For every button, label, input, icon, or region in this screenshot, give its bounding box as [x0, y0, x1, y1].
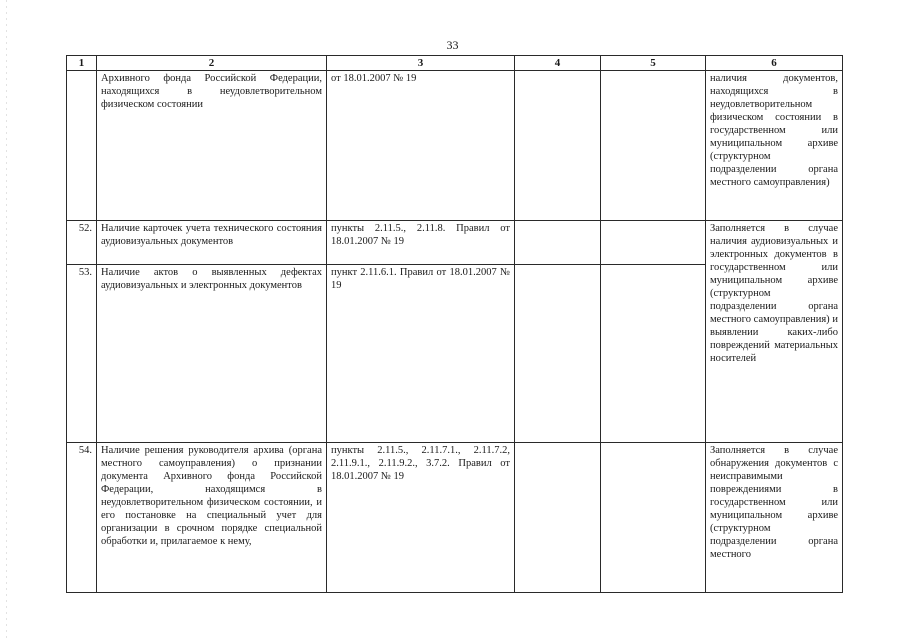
criterion-cell: Наличие карточек учета технического состояния аудиовизуальных документов — [97, 221, 327, 265]
table-header-row — [67, 56, 843, 71]
note-cell: Заполняется в случае обнаружения документов с неисправимыми повреждениями в государственном или муниципальном архиве (структурном подразделении органа местного — [706, 443, 843, 593]
column-header: 1 — [67, 56, 97, 71]
column-header: 3 — [327, 56, 515, 71]
column-header: 5 — [601, 56, 706, 71]
scan-margin-artifact — [6, 0, 7, 640]
inspection-table — [66, 55, 843, 593]
empty-cell — [601, 221, 706, 265]
column-header: 4 — [515, 56, 601, 71]
source-cell: пункты 2.11.5., 2.11.7.1., 2.11.7.2, 2.11.9.1., 2.11.9.2., 3.7.2. Правил от 18.01.2007 № 19 — [327, 443, 515, 593]
note-cell: наличия документов, находящихся в неудовлетворительном физическом состоянии в государственном или муниципальном архиве (структурном подразделении органа местного самоуправления) — [706, 71, 843, 221]
page-number: 33 — [446, 38, 459, 52]
table-row — [67, 443, 843, 593]
empty-cell — [515, 71, 601, 221]
criterion-cell: Наличие актов о выявленных дефектах аудиовизуальных и электронных документов — [97, 265, 327, 443]
table-row — [67, 221, 843, 265]
source-cell: от 18.01.2007 № 19 — [327, 71, 515, 221]
row-number: 53. — [67, 265, 97, 443]
criterion-cell: Наличие решения руководителя архива (органа местного самоуправления) о признании документа Архивного фонда Российской Федерации, находящимся в неудовлетворительном физическом состоянии, и его постановке на специальный учет для организации в срочном порядке специальной обработки и, прилагаемое к нему, — [97, 443, 327, 593]
column-header: 2 — [97, 56, 327, 71]
empty-cell — [601, 443, 706, 593]
empty-cell — [515, 265, 601, 443]
empty-cell — [601, 71, 706, 221]
row-number: 52. — [67, 221, 97, 265]
empty-cell — [515, 443, 601, 593]
row-number — [67, 71, 97, 221]
table-row — [67, 71, 843, 221]
note-cell: Заполняется в случае наличия аудиовизуальных и электронных документов в государственном или муниципальном архиве (структурном подразделении органа местного самоуправления) и выявлении каких-либо повреждений материальных носителей — [706, 221, 843, 443]
column-header: 6 — [706, 56, 843, 71]
row-number: 54. — [67, 443, 97, 593]
source-cell: пункты 2.11.5., 2.11.8. Правил от 18.01.2007 № 19 — [327, 221, 515, 265]
criterion-cell: Архивного фонда Российской Федерации, находящихся в неудовлетворительном физическом состоянии — [97, 71, 327, 221]
source-cell: пункт 2.11.6.1. Правил от 18.01.2007 № 19 — [327, 265, 515, 443]
empty-cell — [601, 265, 706, 443]
empty-cell — [515, 221, 601, 265]
